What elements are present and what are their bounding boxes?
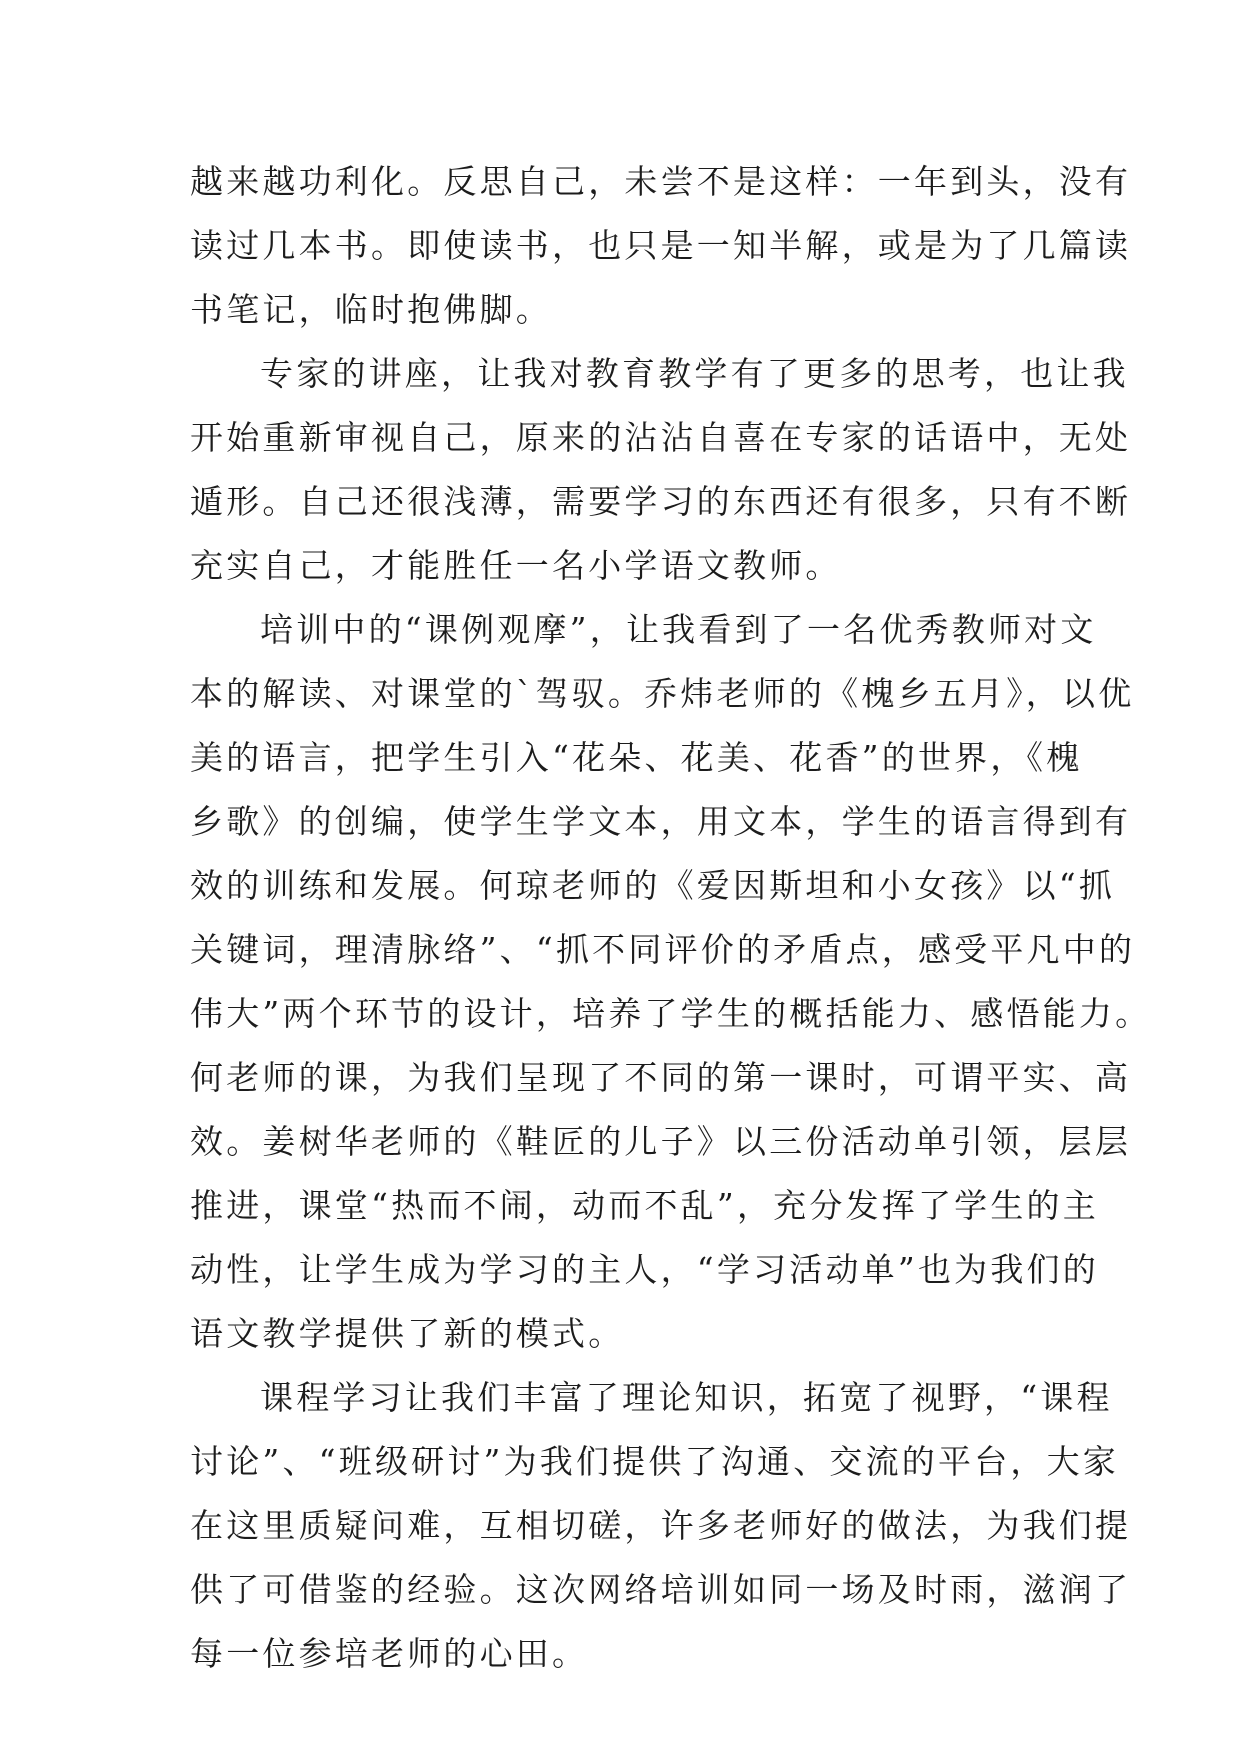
text-line: 每一位参培老师的心田。 xyxy=(190,1634,589,1673)
text-line: 效。姜树华老师的《鞋匠的儿子》以三份活动单引领，层层 xyxy=(190,1122,1132,1161)
text-line: 动性，让学生成为学习的主人，“学习活动单”也为我们的 xyxy=(190,1250,1099,1289)
text-line: 效的训练和发展。何琼老师的《爱因斯坦和小女孩》以“抓 xyxy=(190,866,1116,905)
text-line: 供了可借鉴的经验。这次网络培训如同一场及时雨，滋润了 xyxy=(190,1570,1132,1609)
text-line: 讨论”、“班级研讨”为我们提供了沟通、交流的平台，大家 xyxy=(190,1442,1120,1481)
text-line: 推进，课堂“热而不闹，动而不乱”，充分发挥了学生的主 xyxy=(190,1186,1099,1225)
text-line: 开始重新审视自己，原来的沾沾自喜在专家的话语中，无处 xyxy=(190,418,1132,457)
text-line: 充实自己，才能胜任一名小学语文教师。 xyxy=(190,546,842,585)
text-line: 本的解读、对课堂的`驾驭。乔炜老师的《槐乡五月》，以优 xyxy=(190,674,1135,713)
text-line: 书笔记，临时抱佛脚。 xyxy=(190,290,552,329)
text-line: 乡歌》的创编，使学生学文本，用文本，学生的语言得到有 xyxy=(190,802,1132,841)
text-line: 关键词，理清脉络”、“抓不同评价的矛盾点，感受平凡中的 xyxy=(190,930,1136,969)
text-line: 在这里质疑问难，互相切磋，许多老师好的做法，为我们提 xyxy=(190,1506,1132,1545)
paragraph-first-line: 专家的讲座，让我对教育教学有了更多的思考，也让我 xyxy=(260,354,1129,393)
text-line: 读过几本书。即使读书，也只是一知半解，或是为了几篇读 xyxy=(190,226,1132,265)
paragraph-first-line: 培训中的“课例观摩”，让我看到了一名优秀教师对文 xyxy=(260,610,1097,649)
text-line: 伟大”两个环节的设计，培养了学生的概括能力、感悟能力。 xyxy=(190,994,1152,1033)
text-line: 语文教学提供了新的模式。 xyxy=(190,1314,625,1353)
text-line: 何老师的课，为我们呈现了不同的第一课时，可谓平实、高 xyxy=(190,1058,1132,1097)
text-line: 遁形。自己还很浅薄，需要学习的东西还有很多，只有不断 xyxy=(190,482,1132,521)
text-line: 美的语言，把学生引入“花朵、花美、花香”的世界，《槐 xyxy=(190,738,1083,777)
paragraph-first-line: 课程学习让我们丰富了理论知识，拓宽了视野，“课程 xyxy=(260,1378,1113,1417)
body-text xyxy=(190,150,1152,1686)
text-line: 越来越功利化。反思自己，未尝不是这样：一年到头，没有 xyxy=(190,162,1132,201)
